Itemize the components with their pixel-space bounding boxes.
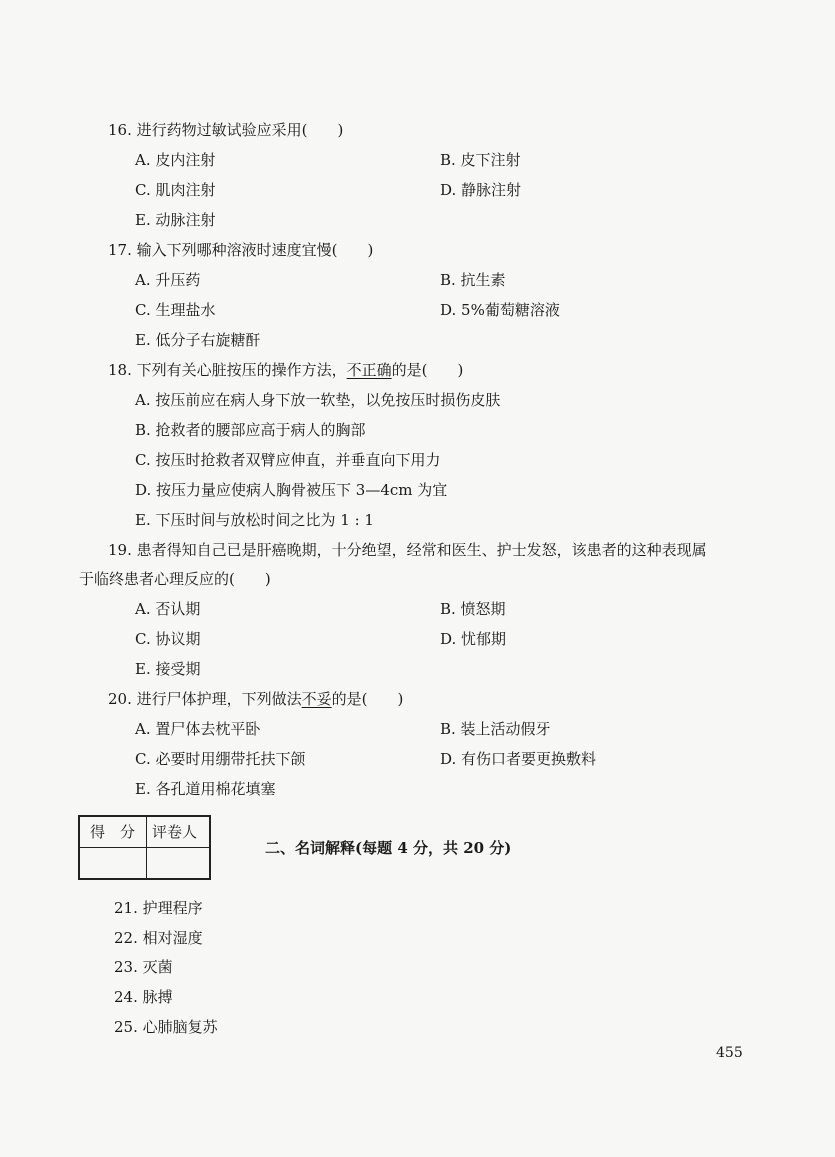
q16-option-d: D. 静脉注射 [440, 181, 522, 199]
term-21: 21. 护理程序 [114, 899, 203, 917]
q17-option-b: B. 抗生素 [440, 271, 506, 289]
question-20: 20. 进行尸体护理，下列做法不妥的是( ) [108, 690, 404, 708]
q16-option-e: E. 动脉注射 [135, 211, 216, 229]
q18-option-d: D. 按压力量应使病人胸骨被压下 3—4cm 为宜 [135, 481, 448, 499]
table-divider [80, 847, 209, 848]
grader-header: 评卷人 [152, 823, 198, 841]
q16-option-c: C. 肌肉注射 [135, 181, 216, 199]
q18-option-a: A. 按压前应在病人身下放一软垫，以免按压时损伤皮肤 [135, 391, 501, 409]
emphasis-underline: 不正确 [346, 361, 392, 379]
emphasis-underline: 不妥 [301, 690, 332, 708]
q20-option-e: E. 各孔道用棉花填塞 [135, 780, 276, 798]
term-25: 25. 心肺脑复苏 [114, 1018, 218, 1036]
q17-option-a: A. 升压药 [135, 271, 201, 289]
q18-option-b: B. 抢救者的腰部应高于病人的胸部 [135, 421, 366, 439]
q19-option-d: D. 忧郁期 [440, 630, 507, 648]
q19-option-e: E. 接受期 [135, 660, 201, 678]
q18-option-e: E. 下压时间与放松时间之比为 1 : 1 [135, 511, 374, 529]
q20-option-c: C. 必要时用绷带托扶下颌 [135, 750, 306, 768]
term-22: 22. 相对湿度 [114, 929, 203, 947]
section-title: 二、名词解释(每题 4 分，共 20 分) [265, 839, 512, 857]
q17-option-e: E. 低分子右旋糖酐 [135, 331, 261, 349]
q17-option-c: C. 生理盐水 [135, 301, 216, 319]
table-divider [146, 817, 147, 878]
page-number: 455 [716, 1045, 743, 1061]
q19-option-a: A. 否认期 [135, 600, 201, 618]
q17-option-d: D. 5%葡萄糖溶液 [440, 301, 560, 319]
q19-option-b: B. 愤怒期 [440, 600, 506, 618]
q16-option-b: B. 皮下注射 [440, 151, 521, 169]
score-table [78, 815, 211, 880]
q18-option-c: C. 按压时抢救者双臂应伸直，并垂直向下用力 [135, 451, 441, 469]
q20-option-d: D. 有伤口者要更换敷料 [440, 750, 597, 768]
q20-option-a: A. 置尸体去枕平卧 [135, 720, 261, 738]
q20-option-b: B. 装上活动假牙 [440, 720, 551, 738]
question-17: 17. 输入下列哪种溶液时速度宜慢( ) [108, 241, 374, 259]
q19-option-c: C. 协议期 [135, 630, 201, 648]
q16-option-a: A. 皮内注射 [135, 151, 216, 169]
score-header: 得 分 [90, 823, 136, 841]
question-19-line-2: 于临终患者心理反应的( ) [79, 570, 271, 588]
term-24: 24. 脉搏 [114, 988, 173, 1006]
question-16: 16. 进行药物过敏试验应采用( ) [108, 121, 344, 139]
term-23: 23. 灭菌 [114, 958, 173, 976]
question-19-line-1: 19. 患者得知自己已是肝癌晚期，十分绝望，经常和医生、护士发怒，该患者的这种表现属 [108, 541, 707, 559]
question-18: 18. 下列有关心脏按压的操作方法，不正确的是( ) [108, 361, 464, 379]
